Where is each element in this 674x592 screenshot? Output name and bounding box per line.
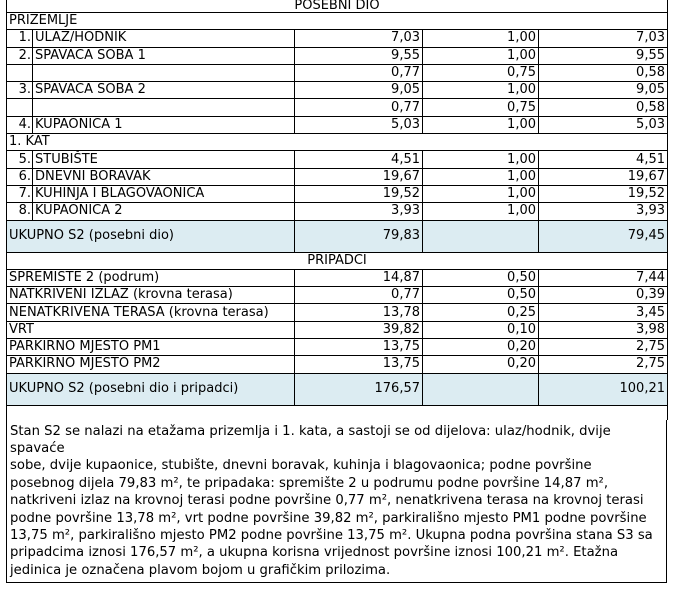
extra-name: VRT bbox=[7, 321, 295, 338]
ground-useful-area: 9,55 bbox=[539, 47, 668, 64]
extra-useful-area: 2,75 bbox=[539, 339, 668, 356]
extra-useful-area: 3,45 bbox=[539, 304, 668, 321]
section-row bbox=[7, 252, 668, 269]
description-box bbox=[6, 420, 667, 584]
extra-name: SPREMIŠTE 2 (podrum) bbox=[7, 269, 295, 286]
extra-name: PARKIRNO MJESTO PM2 bbox=[7, 356, 295, 373]
table-row bbox=[7, 185, 668, 202]
description-line: pripadcima iznosi 176,57 m², a ukupna korisna vrijednost površine iznosi 100,21 m². Etažna bbox=[10, 545, 619, 561]
table-title: POSEBNI DIO bbox=[7, 0, 668, 13]
first-useful-area: 3,93 bbox=[539, 203, 668, 220]
table-row bbox=[7, 269, 668, 286]
ground-useful-area: 9,05 bbox=[539, 82, 668, 99]
ground-floor-area: 0,77 bbox=[295, 99, 423, 116]
table-row bbox=[7, 168, 668, 185]
ground-room-name: SPAVAĆA SOBA 1 bbox=[33, 47, 295, 64]
ground-room-name bbox=[33, 64, 295, 81]
ground-coefficient: 0,75 bbox=[423, 64, 539, 81]
ground-useful-area: 5,03 bbox=[539, 116, 668, 133]
extra-name: PARKIRNO MJESTO PM1 bbox=[7, 339, 295, 356]
total-row-private bbox=[7, 220, 668, 252]
table-row bbox=[7, 47, 668, 64]
extra-floor-area: 39,82 bbox=[295, 321, 423, 338]
first-coefficient: 1,00 bbox=[423, 185, 539, 202]
table-row bbox=[7, 99, 668, 116]
first-room-name: STUBIŠTE bbox=[33, 151, 295, 168]
section-row bbox=[7, 134, 668, 151]
description-line: posebnog dijela 79,83 m², te pripadaka: spremište 2 u podrumu podne površine 14,87 m², bbox=[10, 475, 609, 491]
total-label: UKUPNO S2 (posebni dio i pripadci) bbox=[7, 373, 295, 405]
section-ground: PRIZEMLJE bbox=[7, 13, 668, 30]
ground-index: 3. bbox=[7, 82, 33, 99]
ground-floor-area: 5,03 bbox=[295, 116, 423, 133]
table-row bbox=[7, 82, 668, 99]
spacer bbox=[7, 405, 668, 420]
first-useful-area: 4,51 bbox=[539, 151, 668, 168]
table-row bbox=[7, 321, 668, 338]
description-line: jedinica je označena plavom bojom u grafičkim prilozima. bbox=[10, 562, 391, 578]
first-floor-area: 19,52 bbox=[295, 185, 423, 202]
first-floor-area: 19,67 bbox=[295, 168, 423, 185]
first-coefficient: 1,00 bbox=[423, 151, 539, 168]
ground-floor-area: 9,55 bbox=[295, 47, 423, 64]
ground-index bbox=[7, 64, 33, 81]
ground-index: 1. bbox=[7, 30, 33, 47]
total-floor-area: 176,57 bbox=[295, 373, 423, 405]
area-table bbox=[6, 0, 668, 420]
table-row bbox=[7, 339, 668, 356]
total-useful-area: 79,45 bbox=[539, 220, 668, 252]
ground-room-name: ULAZ/HODNIK bbox=[33, 30, 295, 47]
extra-coefficient: 0,50 bbox=[423, 287, 539, 304]
first-room-name: KUPAONICA 2 bbox=[33, 203, 295, 220]
ground-coefficient: 1,00 bbox=[423, 116, 539, 133]
section-extras: PRIPADCI bbox=[7, 252, 668, 269]
ground-index: 4. bbox=[7, 116, 33, 133]
section-first-floor: 1. KAT bbox=[7, 134, 668, 151]
table-row bbox=[7, 356, 668, 373]
table-row bbox=[7, 287, 668, 304]
table-row bbox=[7, 30, 668, 47]
first-index: 5. bbox=[7, 151, 33, 168]
total-empty bbox=[423, 373, 539, 405]
first-floor-area: 4,51 bbox=[295, 151, 423, 168]
description-line: Stan S2 se nalazi na etažama prizemlja i 1. kata, a sastoji se od dijelova: ulaz/hodnik, dvije spavaće bbox=[10, 423, 611, 457]
ground-floor-area: 0,77 bbox=[295, 64, 423, 81]
ground-floor-area: 7,03 bbox=[295, 30, 423, 47]
ground-index: 2. bbox=[7, 47, 33, 64]
first-room-name: DNEVNI BORAVAK bbox=[33, 168, 295, 185]
first-useful-area: 19,67 bbox=[539, 168, 668, 185]
table-row bbox=[7, 151, 668, 168]
extra-name: NENATKRIVENA TERASA (krovna terasa) bbox=[7, 304, 295, 321]
description-line: podne površine 13,78 m², vrt podne površine 39,82 m², parkirališno mjesto PM1 podne površine bbox=[10, 510, 647, 526]
ground-coefficient: 1,00 bbox=[423, 47, 539, 64]
table-row bbox=[7, 203, 668, 220]
first-coefficient: 1,00 bbox=[423, 203, 539, 220]
first-useful-area: 19,52 bbox=[539, 185, 668, 202]
description-line: sobe, dvije kupaonice, stubište, dnevni boravak, kuhinja i blagovaonica; podne površine bbox=[10, 458, 592, 474]
ground-coefficient: 1,00 bbox=[423, 30, 539, 47]
extra-useful-area: 7,44 bbox=[539, 269, 668, 286]
ground-coefficient: 1,00 bbox=[423, 82, 539, 99]
table-row bbox=[7, 116, 668, 133]
total-useful-area: 100,21 bbox=[539, 373, 668, 405]
total-label: UKUPNO S2 (posebni dio) bbox=[7, 220, 295, 252]
first-floor-area: 3,93 bbox=[295, 203, 423, 220]
first-index: 6. bbox=[7, 168, 33, 185]
ground-room-name: KUPAONICA 1 bbox=[33, 116, 295, 133]
first-coefficient: 1,00 bbox=[423, 168, 539, 185]
extra-name: NATKRIVENI IZLAZ (krovna terasa) bbox=[7, 287, 295, 304]
description-line: natkriveni izlaz na krovnoj terasi podne površine 0,77 m², nenatkrivena terasa na krovnoj terasi bbox=[10, 493, 644, 509]
ground-room-name: SPAVAĆA SOBA 2 bbox=[33, 82, 295, 99]
extra-useful-area: 0,39 bbox=[539, 287, 668, 304]
first-index: 7. bbox=[7, 185, 33, 202]
first-index: 8. bbox=[7, 203, 33, 220]
extra-floor-area: 13,78 bbox=[295, 304, 423, 321]
extra-coefficient: 0,10 bbox=[423, 321, 539, 338]
ground-floor-area: 9,05 bbox=[295, 82, 423, 99]
ground-index bbox=[7, 99, 33, 116]
extra-floor-area: 0,77 bbox=[295, 287, 423, 304]
extra-coefficient: 0,20 bbox=[423, 339, 539, 356]
extra-floor-area: 13,75 bbox=[295, 339, 423, 356]
extra-floor-area: 13,75 bbox=[295, 356, 423, 373]
ground-room-name bbox=[33, 99, 295, 116]
table-row bbox=[7, 304, 668, 321]
ground-coefficient: 0,75 bbox=[423, 99, 539, 116]
total-floor-area: 79,83 bbox=[295, 220, 423, 252]
extra-useful-area: 2,75 bbox=[539, 356, 668, 373]
extra-coefficient: 0,25 bbox=[423, 304, 539, 321]
description-line: 13,75 m², parkirališno mjesto PM2 podne površine 13,75 m². Ukupna podna površina stana S3 sa bbox=[10, 528, 653, 544]
table-row bbox=[7, 64, 668, 81]
ground-useful-area: 0,58 bbox=[539, 64, 668, 81]
first-room-name: KUHINJA I BLAGOVAONICA bbox=[33, 185, 295, 202]
total-empty bbox=[423, 220, 539, 252]
area-table-sheet bbox=[6, 0, 667, 583]
ground-useful-area: 0,58 bbox=[539, 99, 668, 116]
ground-useful-area: 7,03 bbox=[539, 30, 668, 47]
extra-coefficient: 0,50 bbox=[423, 269, 539, 286]
extra-coefficient: 0,20 bbox=[423, 356, 539, 373]
extra-useful-area: 3,98 bbox=[539, 321, 668, 338]
extra-floor-area: 14,87 bbox=[295, 269, 423, 286]
total-row-with-extras bbox=[7, 373, 668, 405]
